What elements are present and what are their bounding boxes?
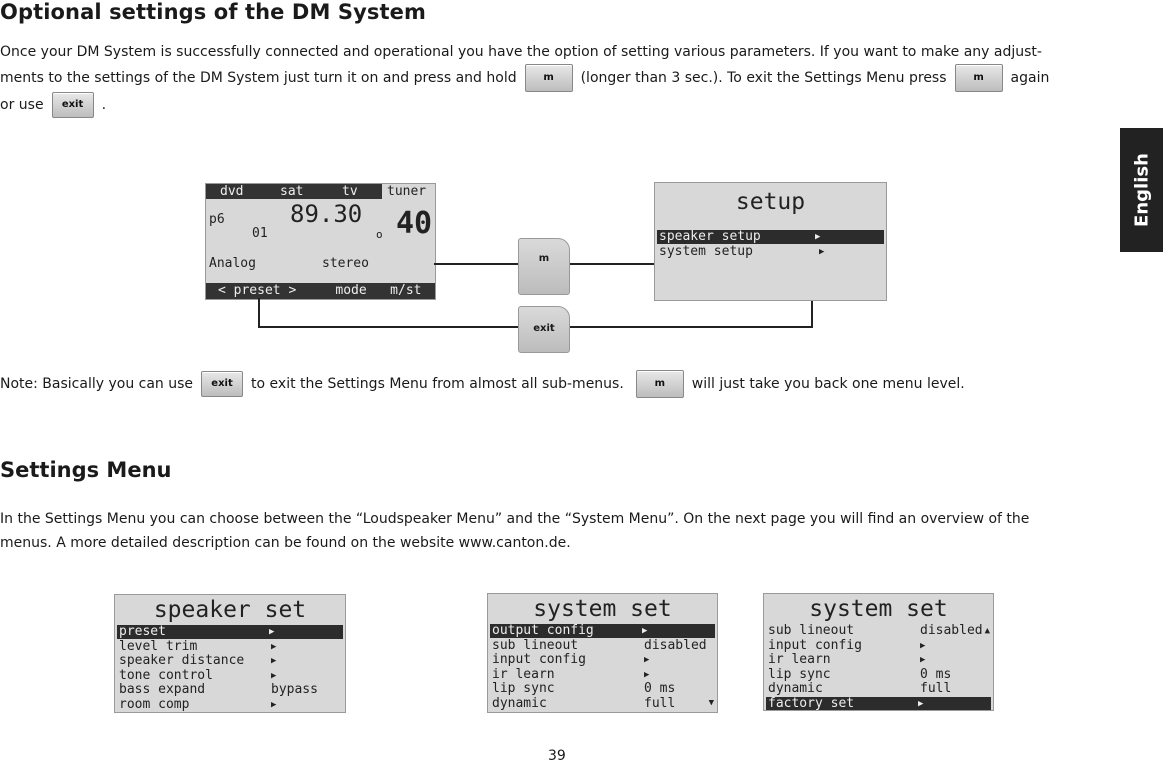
menu-item [492,697,713,711]
intro-text-c: (longer than 3 sec.). To exit the Settings Menu press [580,70,947,86]
menu-item [492,639,713,653]
menu-item-label: lip sync [768,666,831,682]
connector-line [434,263,518,265]
display-bottom-bar: < preset > mode m/st [206,283,435,299]
arrow-right-icon: ▶ [642,626,648,636]
menu-item-value: 0 ms [644,681,676,696]
menu-item [490,624,715,638]
system-set-display-1 [487,593,718,713]
display-frequency: 89.30 [290,200,363,228]
arrow-right-icon: ▶ [920,640,926,651]
note-paragraph [0,370,1080,398]
display-channel: 01 [252,226,268,241]
menu-item-value: bypass [271,682,318,697]
arrow-right-icon: ▶ [920,655,926,665]
arrow-right-icon: ▶ [271,670,277,681]
menu-item-value: disabled [920,623,983,638]
menu-item-label: tone control [119,667,213,683]
language-tab-label: English [1131,153,1152,227]
settings-line-1: In the Settings Menu you can choose between the “Loudspeaker Menu” and the “System Menu”. On the next page you will find an overview of the [0,511,1030,527]
menu-item-label: ir learn [492,666,555,682]
intro-paragraph [0,40,1080,118]
system-set-title: system set [809,596,948,622]
section-title-settings-menu: Settings Menu [0,458,172,482]
arrow-right-icon: ▶ [271,699,277,710]
scroll-up-icon: ▲ [984,626,990,636]
arrow-right-icon: ▶ [819,247,825,257]
display-mode: stereo [322,256,369,271]
arrow-right-icon: ▶ [644,655,650,665]
menu-item-value: full [644,695,676,711]
display-tab-tv: tv [342,184,358,199]
exit-key-icon: exit [201,371,243,397]
arrow-right-icon: ▶ [644,669,650,680]
connector-line [258,298,260,327]
menu-item-label: dynamic [492,695,547,711]
connector-line [568,326,813,328]
menu-item [768,668,989,682]
menu-item-value: disabled [644,637,707,653]
setup-item-system [659,245,882,259]
menu-item-label: lip sync [492,681,555,696]
menu-item [768,624,989,638]
m-key-icon: m [525,64,573,92]
arrow-right-icon: ▶ [271,641,277,652]
note-text-a: Note: Basically you can use [0,376,194,392]
intro-line-3 [0,92,1080,118]
menu-item-label: sub lineout [768,623,855,638]
menu-item [117,625,343,639]
menu-item [768,653,989,667]
setup-item-speaker [657,230,884,244]
menu-item [766,697,991,711]
m-key-icon: m [518,238,570,295]
connector-line [568,263,654,265]
menu-item [119,683,341,697]
system-set-title: system set [533,596,672,622]
language-tab [1120,128,1163,252]
intro-text-f: . [101,97,107,113]
note-text-b: to exit the Settings Menu from almost all sub-menus. [251,376,624,392]
connector-line [258,326,518,328]
menu-item-label: input config [492,652,586,667]
arrow-right-icon: ▶ [815,232,821,242]
menu-item [119,640,341,654]
menu-item-value: full [920,681,952,696]
settings-line-2: menus. A more detailed description can be found on the website www.canton.de. [0,535,571,551]
menu-item-label: input config [768,637,862,653]
display-preset: p6 [209,212,225,227]
setup-item-label: system setup [659,244,753,259]
setup-display [654,182,887,301]
arrow-right-icon: ▶ [918,698,924,709]
display-input: Analog [209,256,256,271]
menu-item-label: room comp [119,696,190,712]
exit-key-icon: exit [518,306,570,353]
intro-text-e: or use [0,97,44,113]
menu-item [119,654,341,668]
menu-item [119,698,341,712]
display-tab-dvd: dvd [220,184,244,199]
intro-line-2 [0,64,1080,92]
menu-item-label: sub lineout [492,637,579,653]
speaker-set-title: speaker set [153,597,307,623]
menu-item-label: preset [119,624,166,639]
arrow-right-icon: ▶ [269,627,275,637]
menu-item [492,653,713,667]
menu-item-label: factory set [768,695,855,711]
menu-item-label: output config [492,623,594,638]
intro-text-b: ments to the settings of the DM System just turn it on and press and hold [0,70,517,86]
menu-item-label: ir learn [768,652,831,667]
intro-line-1: Once your DM System is successfully connected and operational you have the option of setting various parameters. If you want to make any adjust- [0,44,1042,60]
display-volume-mark: o [376,228,383,241]
arrow-right-icon: ▶ [271,656,277,666]
display-tab-tuner: tuner [387,184,427,199]
menu-item-label: level trim [119,638,198,654]
display-volume: 40 [396,206,433,241]
menu-item [768,682,989,696]
menu-item-label: speaker distance [119,653,245,668]
settings-paragraph [0,507,1080,555]
menu-item-value: 0 ms [920,666,952,682]
m-key-icon: m [955,64,1003,92]
scroll-down-icon: ▼ [708,698,714,708]
exit-key-icon: exit [52,92,94,118]
menu-item [492,668,713,682]
intro-text-d: again [1010,70,1050,86]
menu-item-label: dynamic [768,681,823,696]
note-text-c: will just take you back one menu level. [691,376,965,392]
menu-item-label: bass expand [119,682,206,697]
menu-item [119,669,341,683]
system-set-display-2 [763,593,994,711]
menu-item [768,639,989,653]
display-tab-sat: sat [280,184,304,199]
setup-display-title: setup [735,189,806,215]
m-key-icon: m [636,370,684,398]
speaker-set-display [114,594,346,713]
connector-line [811,300,813,328]
setup-item-label: speaker setup [659,229,761,244]
menu-item [492,682,713,696]
section-title-optional-settings: Optional settings of the DM System [0,0,426,24]
page-number: 39 [548,748,566,764]
main-display [205,183,436,300]
